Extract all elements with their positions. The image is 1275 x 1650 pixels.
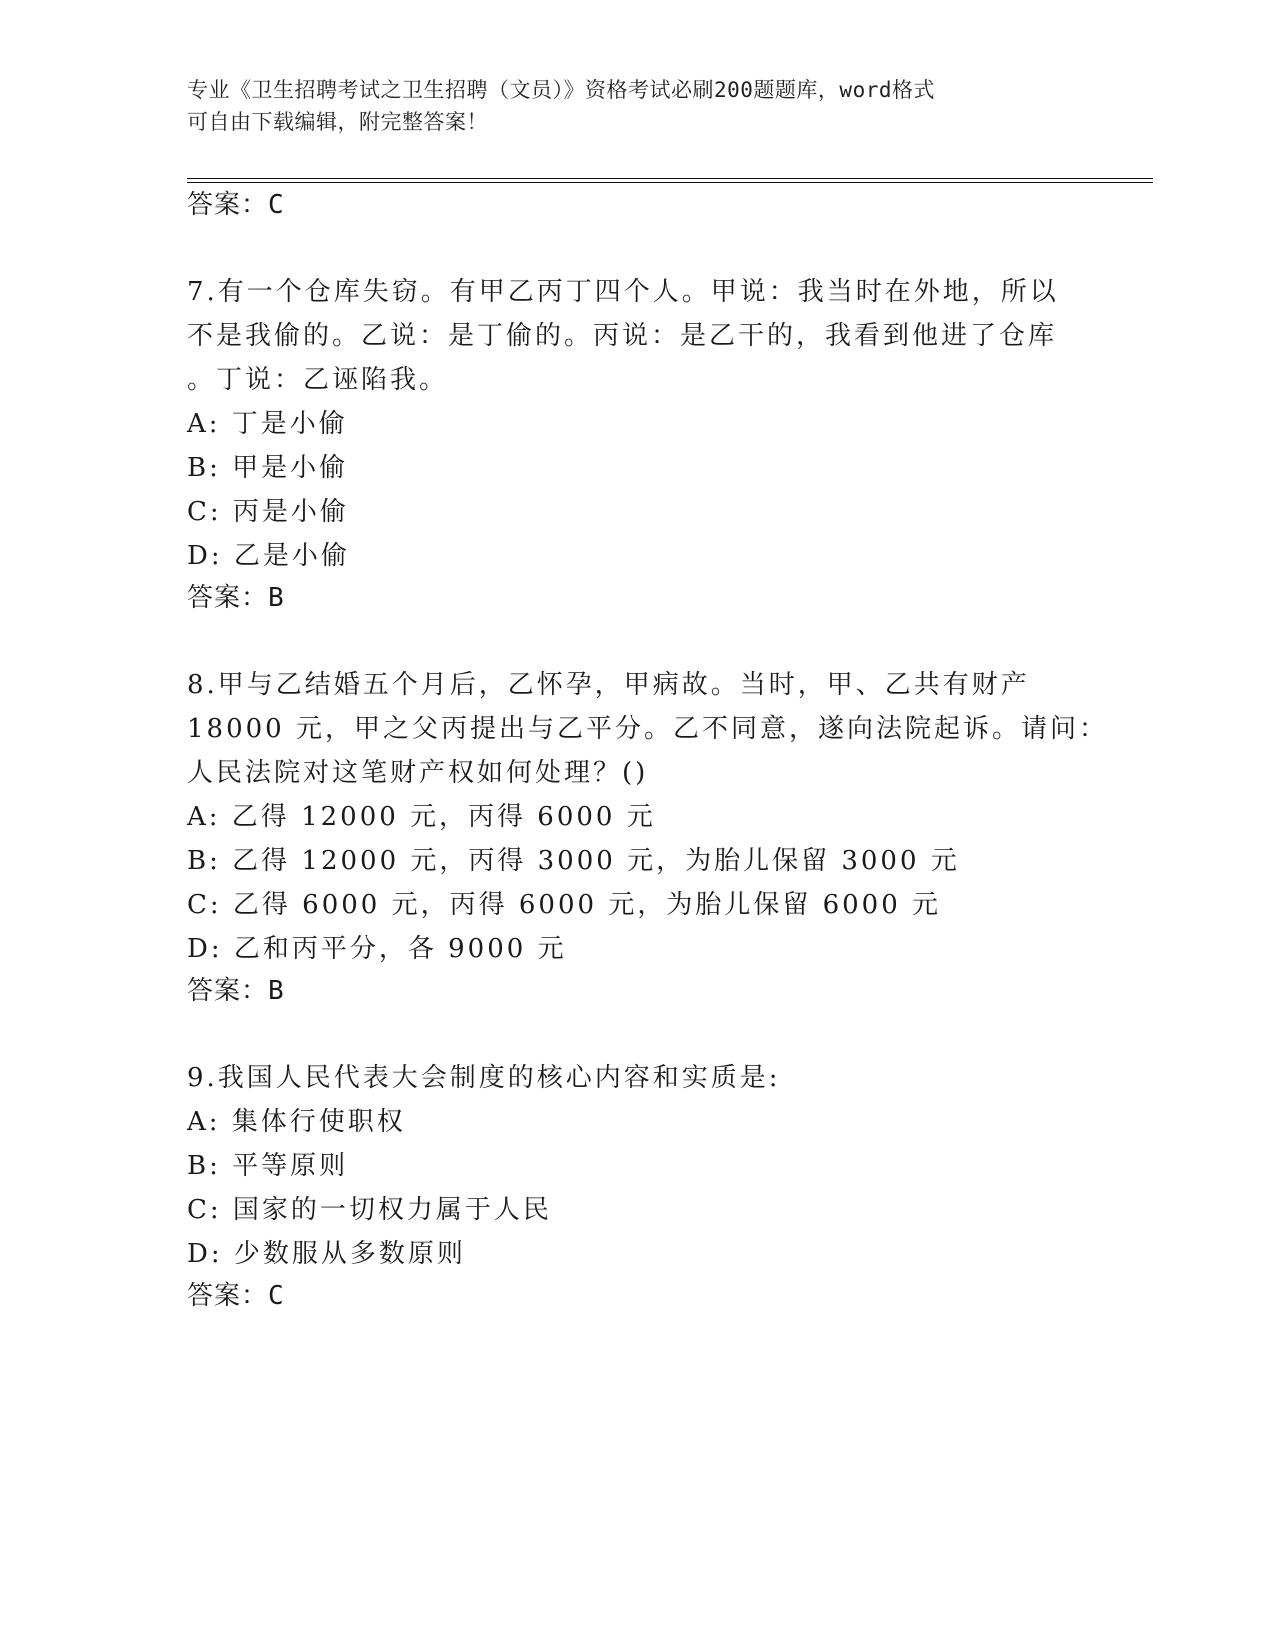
- document-header: [187, 74, 1067, 138]
- question-8-option-a: A: 乙得 12000 元，丙得 6000 元: [187, 802, 656, 832]
- header-divider-top: [187, 178, 1153, 179]
- question-7-line-2: 不是我偷的。乙说：是丁偷的。丙说：是乙干的，我看到他进了仓库: [187, 321, 1058, 351]
- question-9-option-a: A: 集体行使职权: [187, 1107, 406, 1137]
- question-7-line-1: 7.有一个仓库失窃。有甲乙丙丁四个人。甲说：我当时在外地，所以: [187, 277, 1059, 307]
- question-9-line-1: 9.我国人民代表大会制度的核心内容和实质是:: [187, 1063, 781, 1093]
- header-line-1: 专业《卫生招聘考试之卫生招聘（文员）》资格考试必刷200题题库，word格式: [187, 78, 935, 102]
- question-9-answer: 答案：C: [187, 1281, 285, 1311]
- header-line-2: 可自由下载编辑，附完整答案！: [187, 110, 488, 134]
- question-7-option-a: A: 丁是小偷: [187, 409, 348, 439]
- question-7-answer: 答案：B: [187, 583, 285, 613]
- question-8-answer: 答案：B: [187, 976, 285, 1006]
- question-9-option-c: C: 国家的一切权力属于人民: [187, 1195, 552, 1225]
- question-8-line-2: 18000 元，甲之父丙提出与乙平分。乙不同意，遂向法院起诉。请问：: [187, 714, 1108, 744]
- question-7-line-3: 。丁说：乙诬陷我。: [187, 365, 449, 395]
- question-9-option-b: B: 平等原则: [187, 1151, 349, 1181]
- question-8-option-d: D: 乙和丙平分，各 9000 元: [187, 934, 567, 964]
- question-7-option-c: C: 丙是小偷: [187, 497, 349, 527]
- question-8-option-c: C: 乙得 6000 元，丙得 6000 元，为胎儿保留 6000 元: [187, 890, 942, 920]
- question-9-option-d: D: 少数服从多数原则: [187, 1239, 466, 1269]
- question-8-line-1: 8.甲与乙结婚五个月后，乙怀孕，甲病故。当时，甲、乙共有财产: [187, 670, 1030, 700]
- header-divider-bottom: [187, 182, 1153, 183]
- question-8-line-3: 人民法院对这笔财产权如何处理？(): [187, 758, 649, 788]
- previous-answer: 答案：C: [187, 190, 285, 220]
- question-7-option-b: B: 甲是小偷: [187, 453, 349, 483]
- question-8-option-b: B: 乙得 12000 元，丙得 3000 元，为胎儿保留 3000 元: [187, 846, 960, 876]
- question-7-option-d: D: 乙是小偷: [187, 541, 350, 571]
